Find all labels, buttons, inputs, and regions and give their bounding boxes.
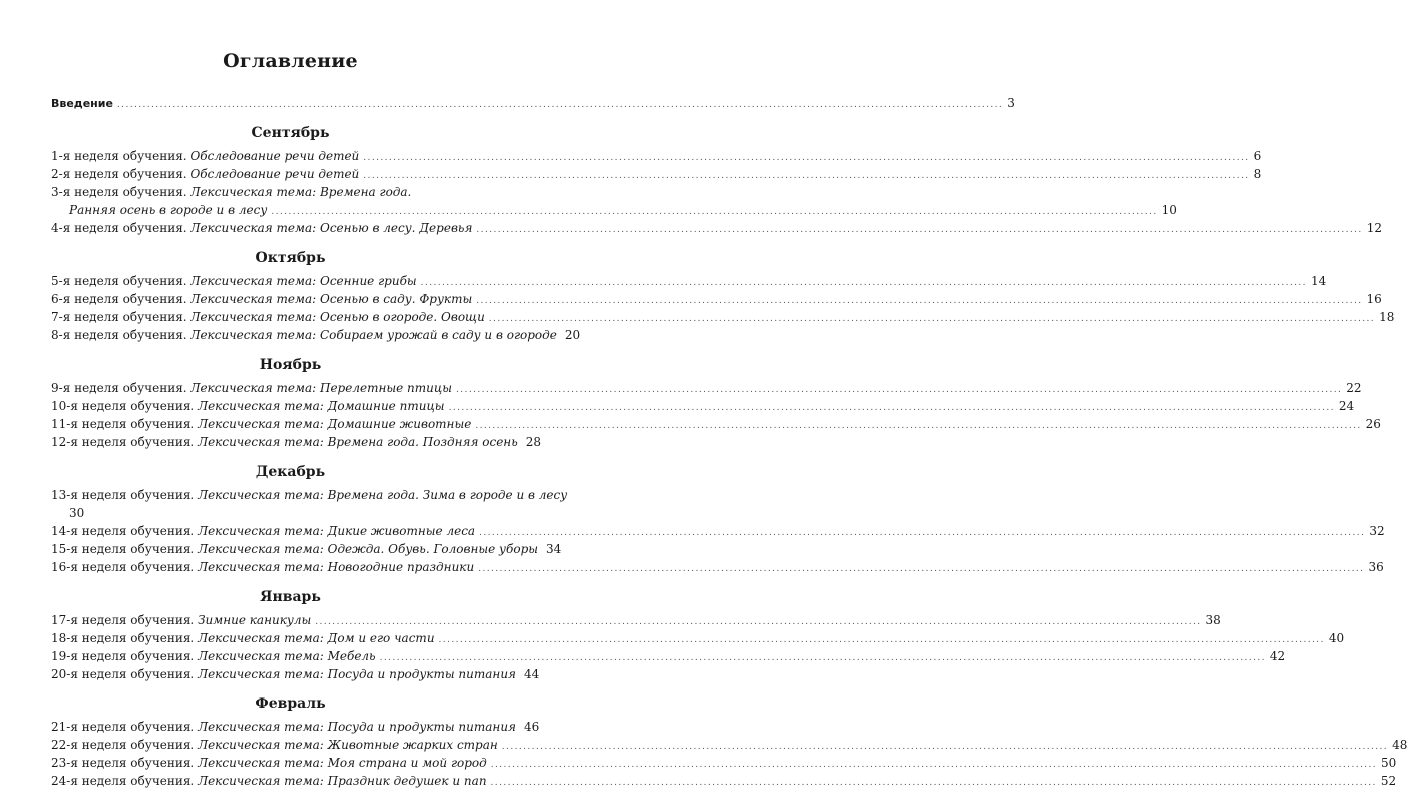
dot-leader — [476, 221, 1362, 239]
topic-label: Лексическая тема: Праздник дедушек и пап — [198, 774, 487, 788]
month-heading-september: Сентябрь — [251, 125, 330, 141]
topic-label: Лексическая тема: Животные жарких стран — [198, 738, 498, 752]
toc-page-number: 50 — [1381, 756, 1397, 770]
toc-page-number: 8 — [1253, 167, 1262, 181]
toc-entry-continuation[interactable] — [51, 504, 530, 522]
toc-page-number: 20 — [564, 328, 581, 342]
topic-label: Лексическая тема: Осенью в огороде. Овощи — [190, 310, 485, 324]
toc-entry[interactable] — [51, 772, 1397, 790]
toc-entry-label — [51, 290, 472, 308]
week-label: 1-я неделя обучения. — [51, 149, 187, 163]
week-label: 3-я неделя обучения. — [51, 185, 187, 199]
toc-entry-label — [51, 558, 474, 576]
toc-page-number: 36 — [1368, 560, 1384, 574]
week-label: 6-я неделя обучения. — [51, 292, 187, 306]
toc-page-number: 44 — [524, 667, 540, 681]
toc-entry-label — [51, 540, 538, 558]
week-label: 16-я неделя обучения. — [51, 560, 195, 574]
month-heading-january: Январь — [260, 589, 321, 605]
toc-entry[interactable] — [51, 290, 1382, 308]
page-title: Оглавление — [223, 50, 358, 72]
toc-entry[interactable] — [51, 272, 1327, 290]
toc-entry-label — [51, 165, 359, 183]
topic-label: Лексическая тема: Посуда и продукты питания — [198, 720, 516, 734]
toc-entry-label — [51, 272, 417, 290]
toc-entry-label — [51, 611, 311, 629]
toc-entry-label — [51, 629, 435, 647]
topic-label: Лексическая тема: Времена года. Поздняя осень — [198, 435, 518, 449]
toc-page-number: 22 — [1346, 381, 1362, 395]
toc-entry-label — [51, 397, 445, 415]
toc-page-number: 30 — [69, 506, 85, 520]
toc-page-number: 52 — [1380, 774, 1397, 788]
dot-leader — [363, 167, 1249, 185]
topic-label: Лексическая тема: Одежда. Обувь. Головные уборы — [198, 542, 539, 556]
topic-label: Лексическая тема: Осенью в лесу. Деревья — [190, 221, 473, 235]
dot-leader — [475, 417, 1361, 435]
toc-entry[interactable] — [51, 665, 540, 683]
topic-label: Лексическая тема: Дом и его части — [198, 631, 435, 645]
toc-entry[interactable] — [51, 147, 1262, 165]
week-label: 21-я неделя обучения. — [51, 720, 195, 734]
toc-entry-label — [51, 522, 475, 540]
toc-entry-label — [51, 736, 498, 754]
toc-page-number: 16 — [1366, 292, 1382, 306]
month-heading-october: Октябрь — [255, 250, 326, 266]
toc-page-number: 26 — [1365, 417, 1381, 431]
toc-page-number: 28 — [525, 435, 542, 449]
week-label: 13-я неделя обучения. — [51, 488, 195, 502]
topic-label: Лексическая тема: Новогодние праздники — [198, 560, 475, 574]
week-label: 11-я неделя обучения. — [51, 417, 195, 431]
toc-entry[interactable] — [51, 165, 1262, 183]
toc-entry-first-line[interactable] — [51, 486, 568, 504]
toc-page-number: 18 — [1379, 310, 1395, 324]
toc-page-number: 38 — [1205, 613, 1221, 627]
toc-entry-label: Введение — [51, 97, 113, 110]
toc-page-number: 10 — [1161, 203, 1177, 217]
week-label: 19-я неделя обучения. — [51, 649, 195, 663]
dot-leader — [502, 738, 1388, 756]
week-label: 8-я неделя обучения. — [51, 328, 187, 342]
toc-entry[interactable] — [51, 326, 581, 344]
topic-label: Лексическая тема: Мебель — [198, 649, 376, 663]
toc-entry[interactable] — [51, 219, 1382, 237]
week-label: 4-я неделя обучения. — [51, 221, 187, 235]
week-label: 18-я неделя обучения. — [51, 631, 195, 645]
toc-page-number: 32 — [1369, 524, 1385, 538]
month-heading-november: Ноябрь — [259, 357, 322, 373]
toc-entry-label — [51, 772, 487, 790]
toc-entry-label — [51, 219, 472, 237]
dot-leader — [491, 756, 1377, 774]
toc-entry-first-line[interactable] — [51, 183, 530, 201]
toc-entry[interactable] — [51, 415, 1381, 433]
toc-entry-intro[interactable] — [51, 94, 1015, 112]
week-label: 9-я неделя обучения. — [51, 381, 187, 395]
toc-entry-label — [51, 647, 376, 665]
week-label: 23-я неделя обучения. — [51, 756, 195, 770]
toc-entry[interactable] — [51, 522, 1385, 540]
toc-entry[interactable] — [51, 736, 1407, 754]
dot-leader — [478, 560, 1364, 578]
topic-label: Лексическая тема: Дикие животные леса — [198, 524, 476, 538]
week-label: 20-я неделя обучения. — [51, 667, 195, 681]
topic-label: Лексическая тема: Времена года. — [190, 185, 412, 199]
topic-label: Обследование речи детей — [190, 149, 360, 163]
toc-entry-label — [51, 718, 516, 736]
toc-page-number: 6 — [1253, 149, 1262, 163]
toc-entry[interactable] — [51, 540, 562, 558]
toc-page-number: 34 — [546, 542, 562, 556]
toc-entry-label — [51, 147, 359, 165]
dot-leader — [421, 274, 1307, 292]
toc-page-number: 3 — [1007, 96, 1015, 110]
toc-entry[interactable] — [51, 308, 1395, 326]
topic-label-continued: Ранняя осень в городе и в лесу — [69, 203, 268, 217]
toc-entry[interactable] — [51, 397, 1355, 415]
week-label: 14-я неделя обучения. — [51, 524, 195, 538]
toc-entry[interactable] — [51, 647, 1286, 665]
week-label: 15-я неделя обучения. — [51, 542, 195, 556]
week-label: 7-я неделя обучения. — [51, 310, 187, 324]
toc-page-number: 48 — [1392, 738, 1407, 752]
topic-label: Лексическая тема: Времена года. Зима в городе и в лесу — [198, 488, 568, 502]
month-heading-february: Февраль — [255, 696, 326, 712]
dot-leader — [449, 399, 1335, 417]
toc-entry-label — [51, 308, 485, 326]
topic-label: Зимние каникулы — [198, 613, 312, 627]
dot-leader — [476, 292, 1362, 310]
toc-entry[interactable] — [51, 433, 542, 451]
dot-leader — [439, 631, 1325, 649]
month-heading-december: Декабрь — [255, 464, 326, 480]
toc-page-number: 42 — [1269, 649, 1286, 663]
dot-leader — [456, 381, 1342, 399]
dot-leader — [117, 96, 1003, 114]
topic-label: Лексическая тема: Осенние грибы — [190, 274, 417, 288]
topic-label: Обследование речи детей — [190, 167, 360, 181]
week-label: 10-я неделя обучения. — [51, 399, 195, 413]
dot-leader — [489, 310, 1375, 328]
toc-page-number: 24 — [1338, 399, 1355, 413]
week-label: 22-я неделя обучения. — [51, 738, 195, 752]
week-label: 12-я неделя обучения. — [51, 435, 195, 449]
toc-entry[interactable] — [51, 718, 540, 736]
dot-leader — [315, 613, 1201, 631]
toc-page-number: 46 — [524, 720, 540, 734]
toc-entry-label — [51, 665, 516, 683]
topic-label: Лексическая тема: Перелетные птицы — [190, 381, 453, 395]
topic-label: Лексическая тема: Собираем урожай в саду и в огороде — [190, 328, 557, 342]
topic-label: Лексическая тема: Моя страна и мой город — [198, 756, 487, 770]
toc-entry-continuation[interactable] — [51, 201, 1177, 219]
toc-entry[interactable] — [51, 558, 1384, 576]
toc-entry-label — [51, 754, 487, 772]
week-label: 24-я неделя обучения. — [51, 774, 195, 788]
toc-page-number: 40 — [1328, 631, 1345, 645]
toc-entry[interactable] — [51, 754, 1397, 772]
dot-leader — [363, 149, 1249, 167]
toc-entry[interactable] — [51, 611, 1221, 629]
toc-entry-label — [51, 433, 518, 451]
toc-entry-label — [51, 379, 452, 397]
toc-entry-label — [51, 326, 557, 344]
toc-page-number: 14 — [1310, 274, 1327, 288]
topic-label: Лексическая тема: Домашние птицы — [198, 399, 445, 413]
topic-label: Лексическая тема: Осенью в саду. Фрукты — [190, 292, 473, 306]
dot-leader — [479, 524, 1365, 542]
toc-entry-label — [51, 415, 471, 433]
topic-label: Лексическая тема: Посуда и продукты питания — [198, 667, 516, 681]
toc-page-number: 12 — [1366, 221, 1382, 235]
dot-leader — [491, 774, 1377, 792]
week-label: 2-я неделя обучения. — [51, 167, 187, 181]
toc-entry[interactable] — [51, 379, 1362, 397]
topic-label: Лексическая тема: Домашние животные — [198, 417, 472, 431]
week-label: 17-я неделя обучения. — [51, 613, 195, 627]
toc-entry[interactable] — [51, 629, 1345, 647]
week-label: 5-я неделя обучения. — [51, 274, 187, 288]
